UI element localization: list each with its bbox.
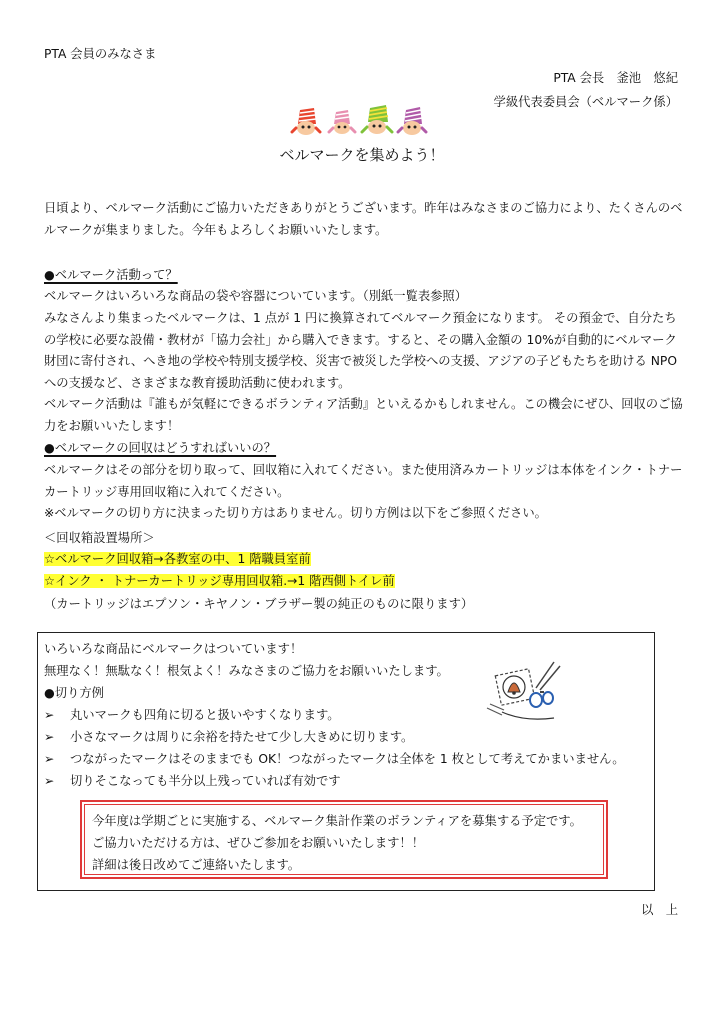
list-item: ➢ 小さなマークは周りに余裕を持たせて少し大きめに切ります。 (44, 730, 414, 744)
box-line-1: いろいろな商品にベルマークはついています！ (44, 642, 303, 656)
cartridge-note: （カートリッジはエプソン・キヤノン・ブラザー製の純正のものに限ります） (44, 597, 474, 611)
location-label: ＜回収箱設置場所＞ (44, 531, 155, 545)
box-line-2: 無理なく！無駄なく！根気よく！みなさまのご協力をお願いいたします。 (44, 664, 449, 678)
about-paragraph-3: ベルマーク活動は『誰もが気軽にできるボランティア活動』といえるかもしれません。この機会にぜひ、回収のご協力をお願いいたします！ (44, 397, 683, 433)
list-item: ➢ 丸いマークも四角に切ると扱いやすくなります。 (44, 708, 340, 722)
bellmark-mascots-icon (290, 104, 430, 141)
list-item: ➢ 切りそこなっても半分以上残っていれば有効です (44, 774, 341, 788)
recipient: PTA 会員のみなさま (44, 47, 157, 61)
location-cartridge-box: ☆インク ・ トナーカートリッジ専用回収箱.→1 階西側トイレ前 (44, 574, 395, 588)
page-title: ベルマークを集めよう！ (279, 146, 445, 164)
arrow-bullet-icon: ➢ (44, 708, 55, 722)
section-heading-about: ●ベルマーク活動って？ (44, 268, 178, 282)
sender-committee: 学級代表委員会（ベルマーク係） (493, 95, 678, 109)
notice-line-3: 詳細は後日改めてご連絡いたします。 (92, 858, 301, 872)
location-bellmark-box: ☆ベルマーク回収箱→各教室の中、1 階職員室前 (44, 552, 311, 566)
arrow-bullet-icon: ➢ (44, 774, 55, 788)
collection-paragraph-2: ※ベルマークの切り方に決まった切り方はありません。切り方例は以下をご参照ください。 (44, 506, 547, 520)
sender-president: PTA 会長 釜池 悠紀 (553, 71, 678, 85)
about-paragraph-2: みなさんより集まったベルマークは、1 点が 1 円に換算されてベルマーク預金になります。 その預金で、自分たちの学校に必要な設備・教材が「協力会社」から購入できます。すると、その購入金額の 10%が自動的にベルマーク財団に寄付され、へき地の学校や特別支援学校、災害で被災した学校への支援、アジアの子どもたちを助ける NPO への支援など、さまざまな教育援助活動に使われます。 (44, 311, 677, 390)
list-item: ➢ つながったマークはそのままでも OK！つながったマークは全体を 1 枚として考えてかまいません。 (44, 752, 625, 766)
cut-examples-heading: ●切り方例 (44, 686, 104, 700)
scissors-cutting-bellmark-icon (484, 658, 568, 733)
closing-mark: 以 上 (641, 903, 678, 917)
notice-line-2: ご協力いただける方は、ぜひご参加をお願いいたします！！ (92, 836, 425, 850)
arrow-bullet-icon: ➢ (44, 730, 55, 744)
collection-paragraph-1: ベルマークはその部分を切り取って、回収箱に入れてください。また使用済みカートリッジは本体をインク・トナーカートリッジ専用回収箱に入れてください。 (44, 463, 683, 499)
section-heading-collection: ●ベルマークの回収はどうすればいいの？ (44, 441, 277, 455)
arrow-bullet-icon: ➢ (44, 752, 55, 766)
intro-paragraph: 日頃より、ベルマーク活動にご協力いただきありがとうございます。昨年はみなさまのご協力により、たくさんのベルマークが集まりました。今年もよろしくお願いいたします。 (44, 201, 683, 237)
notice-line-1: 今年度は学期ごとに実施する、ベルマーク集計作業のボランティアを募集する予定です。 (92, 814, 582, 828)
about-paragraph-1: ベルマークはいろいろな商品の袋や容器についています。（別紙一覧表参照） (44, 289, 468, 303)
